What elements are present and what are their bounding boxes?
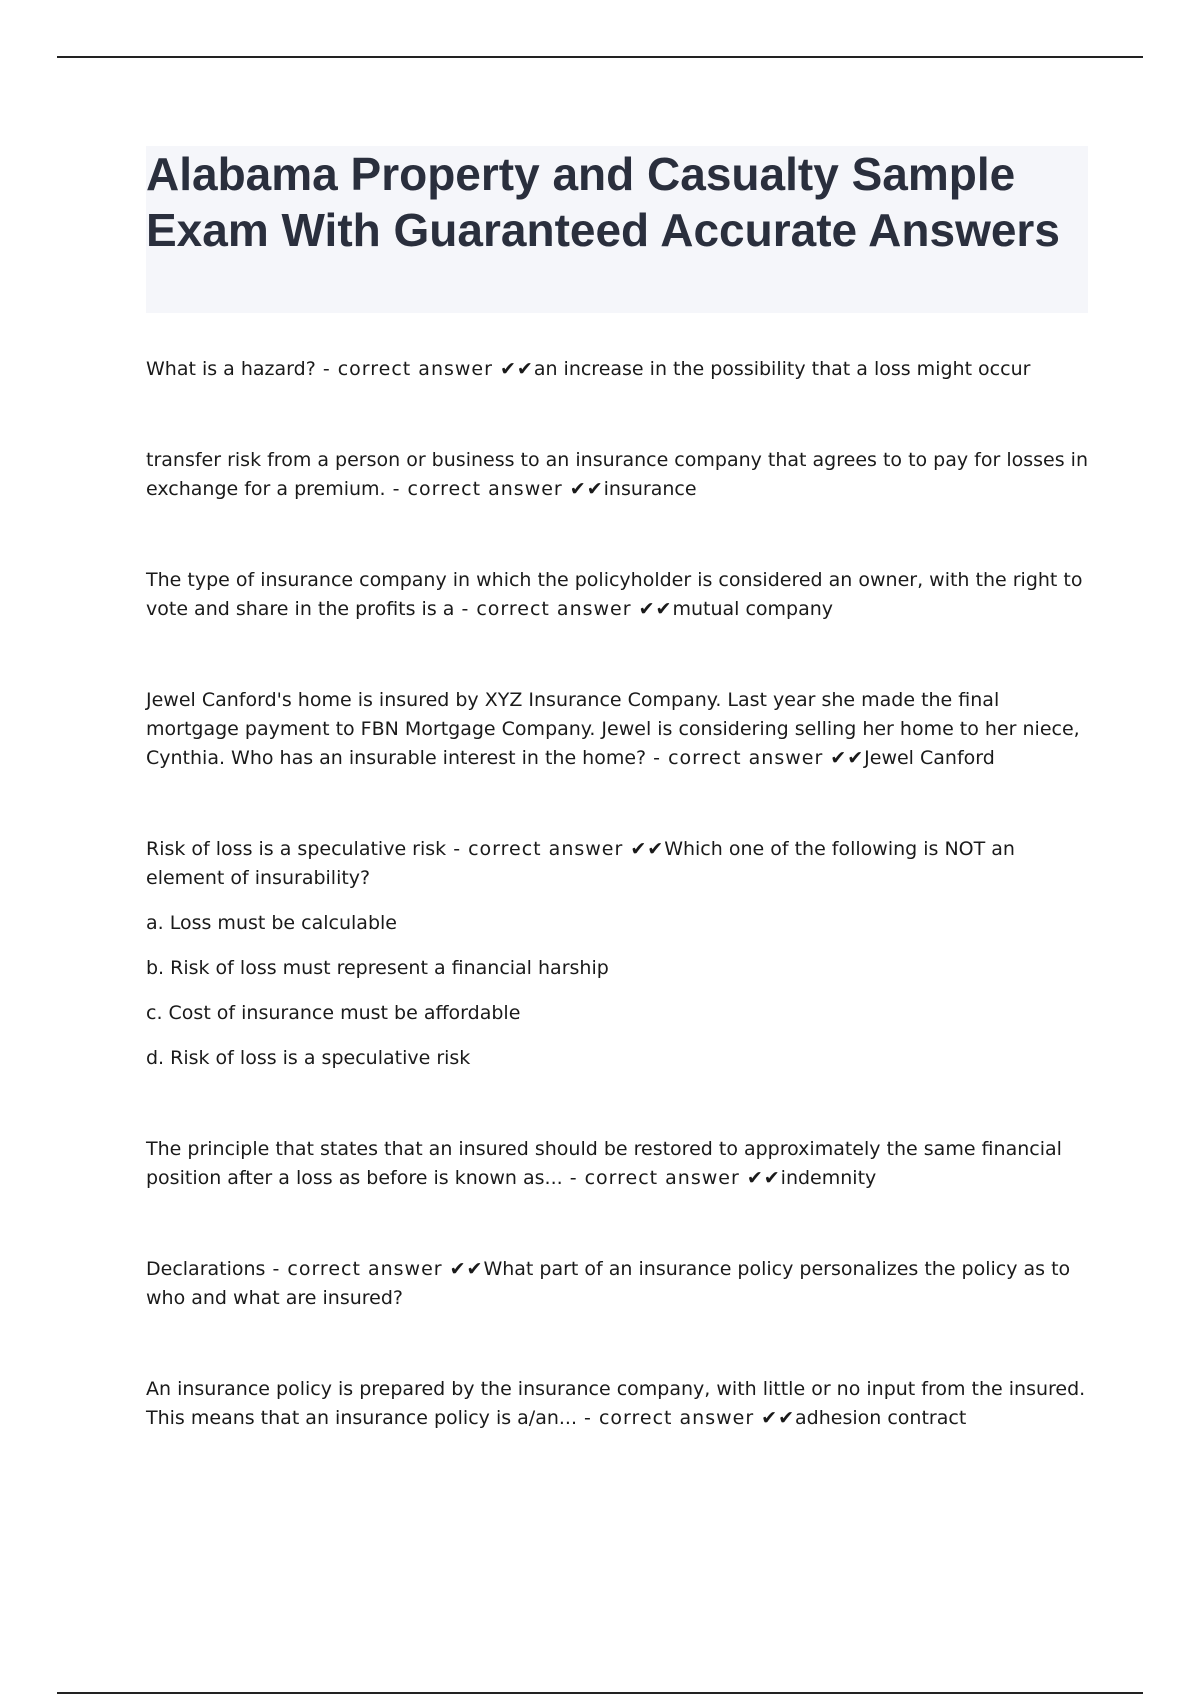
question-text: An insurance policy is prepared by the insurance company, with little or no input from the insured. This means that an insurance policy is a/an... bbox=[146, 1378, 1086, 1429]
correct-answer-marker: - correct answer ✔✔ bbox=[385, 478, 604, 500]
answer-text: adhesion contract bbox=[795, 1407, 967, 1429]
qa-list bbox=[146, 355, 1088, 1495]
correct-answer-marker: - correct answer ✔✔ bbox=[454, 598, 673, 620]
answer-text: What part of an insurance policy personalizes the policy as to who and what are insured? bbox=[146, 1258, 1071, 1309]
question-text: transfer risk from a person or business to an insurance company that agrees to to pay for losses in exchange for a premium. bbox=[146, 449, 1088, 500]
question-text: Declarations bbox=[146, 1258, 266, 1280]
question-text: What is a hazard? bbox=[146, 358, 316, 380]
qa-item-2 bbox=[146, 446, 1088, 504]
title-banner bbox=[146, 146, 1088, 313]
answer-text: Which one of the following is NOT an element of insurability? bbox=[146, 838, 1015, 889]
qa-item-4 bbox=[146, 686, 1088, 773]
correct-answer-marker: - correct answer ✔✔ bbox=[646, 747, 865, 769]
question-text: Jewel Canford's home is insured by XYZ Insurance Company. Last year she made the final mortgage payment to FBN Mortgage Company. Jewel is considering selling her home to her niece, Cynthia. Who has an insurable interest in the home? bbox=[146, 689, 1080, 769]
correct-answer-marker: - correct answer ✔✔ bbox=[577, 1407, 796, 1429]
document-title: Alabama Property and Casualty Sample Exam With Guaranteed Accurate Answers bbox=[146, 148, 1060, 256]
answer-text: insurance bbox=[603, 478, 697, 500]
correct-answer-marker: - correct answer ✔✔ bbox=[562, 1167, 781, 1189]
qa-item-3 bbox=[146, 566, 1088, 624]
correct-answer-marker: - correct answer ✔✔ bbox=[315, 358, 534, 380]
correct-answer-marker: - correct answer ✔✔ bbox=[446, 838, 665, 860]
option-a: a. Loss must be calculable bbox=[146, 912, 397, 934]
answer-text: Jewel Canford bbox=[864, 747, 995, 769]
option-d: d. Risk of loss is a speculative risk bbox=[146, 1047, 471, 1069]
answer-options bbox=[146, 909, 1088, 1073]
answer-text: mutual company bbox=[672, 598, 834, 620]
qa-item-7 bbox=[146, 1255, 1088, 1313]
qa-item-5 bbox=[146, 835, 1088, 1073]
question-text: The type of insurance company in which the policyholder is considered an owner, with the right to vote and share in the profits is a bbox=[146, 569, 1083, 620]
top-rule bbox=[57, 56, 1143, 58]
answer-text: an increase in the possibility that a loss might occur bbox=[533, 358, 1031, 380]
correct-answer-marker: - correct answer ✔✔ bbox=[265, 1258, 484, 1280]
option-c: c. Cost of insurance must be affordable bbox=[146, 1002, 521, 1024]
answer-text: indemnity bbox=[780, 1167, 877, 1189]
qa-item-1 bbox=[146, 355, 1088, 384]
option-b: b. Risk of loss must represent a financial harship bbox=[146, 957, 609, 979]
bottom-rule bbox=[57, 1692, 1143, 1694]
question-text: Risk of loss is a speculative risk bbox=[146, 838, 447, 860]
qa-item-6 bbox=[146, 1135, 1088, 1193]
question-text: The principle that states that an insured should be restored to approximately the same financial position after a loss as before is known as... bbox=[146, 1138, 1062, 1189]
qa-item-8 bbox=[146, 1375, 1088, 1433]
